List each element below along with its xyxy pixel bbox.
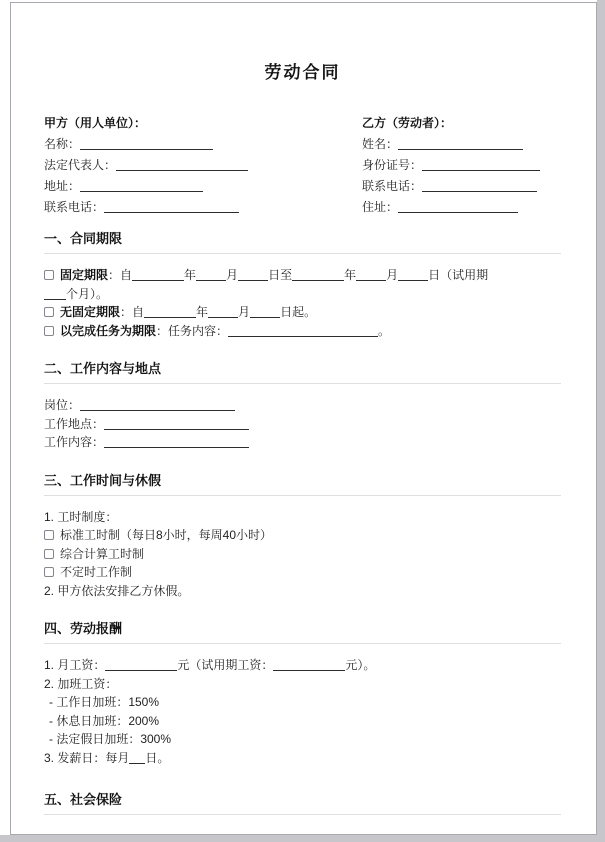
field-position: 岗位：: [44, 396, 561, 415]
leave-note: 2. 甲方依法安排乙方休假。: [44, 583, 190, 598]
section-working-hours: [44, 472, 561, 601]
field-company-phone: 联系电话：: [44, 197, 362, 218]
hours-system-intro: 1. 工时制度：: [44, 509, 118, 524]
option-task-term: 以完成任务为期限：任务内容： 。: [44, 322, 561, 341]
page-title: 劳动合同: [264, 63, 341, 82]
party-a-heading: 甲方（用人单位）：: [44, 116, 147, 130]
page-shadow-bottom: [0, 835, 605, 842]
field-work-location: 工作地点：: [44, 415, 561, 434]
section-work-content: [44, 360, 561, 452]
section-remuneration: [44, 620, 561, 767]
page-shadow-right: [597, 0, 605, 842]
contract-page: [10, 2, 597, 835]
section-divider: [44, 814, 561, 815]
section-divider: [44, 383, 561, 384]
section-social-insurance: [44, 791, 561, 815]
section-4-heading: 四、劳动报酬: [44, 621, 123, 636]
section-divider: [44, 495, 561, 496]
checkbox-task-term[interactable]: [44, 326, 54, 336]
row-payday: 3. 发薪日：每月 日。: [44, 750, 170, 765]
field-legal-representative: 法定代表人：: [44, 155, 362, 176]
field-id-number: 身份证号：: [362, 155, 561, 176]
overtime-item-restday: - 休息日加班：200%: [49, 713, 160, 728]
section-5-heading: 五、社会保险: [44, 792, 123, 807]
checkbox-fixed-term[interactable]: [44, 270, 54, 280]
party-b-section: [362, 113, 561, 218]
section-3-heading: 三、工作时间与休假: [44, 472, 162, 488]
section-contract-term: [44, 230, 561, 340]
field-worker-name: 姓名：: [362, 134, 561, 155]
field-company-name: 名称：: [44, 134, 362, 155]
section-1-heading: 一、合同期限: [44, 231, 123, 246]
checkbox-standard-hours[interactable]: [44, 530, 54, 540]
field-worker-address: 住址：: [362, 197, 561, 218]
option-open-term: 无固定期限：自 年 月 日起。: [44, 303, 561, 322]
field-company-address: 地址：: [44, 176, 362, 197]
checkbox-comprehensive-hours[interactable]: [44, 549, 54, 559]
option-comprehensive-hours: 综合计算工时制: [44, 545, 561, 564]
party-b-heading: 乙方（劳动者）：: [362, 116, 453, 130]
section-divider: [44, 643, 561, 644]
row-overtime-pay: 2. 加班工资：: [44, 676, 118, 691]
party-a-section: [44, 113, 362, 218]
row-monthly-salary: 1. 月工资： 元（试用期工资： 元）。: [44, 658, 376, 672]
parties-block: [44, 113, 561, 218]
field-work-content: 工作内容：: [44, 433, 561, 452]
section-2-heading: 二、工作内容与地点: [44, 361, 162, 376]
section-divider: [44, 253, 561, 254]
option-flexible-hours: 不定时工作制: [44, 563, 561, 582]
overtime-item-workday: - 工作日加班：150%: [49, 695, 160, 709]
option-fixed-term: 固定期限：自 年 月 日至 年 月 日（试用期 个月）。: [44, 266, 561, 303]
field-worker-phone: 联系电话：: [362, 176, 561, 197]
overtime-item-holiday: - 法定假日加班：300%: [49, 732, 172, 746]
checkbox-open-term[interactable]: [44, 307, 54, 317]
checkbox-flexible-hours[interactable]: [44, 567, 54, 577]
option-standard-hours: 标准工时制（每日8小时，每周40小时）: [44, 526, 561, 545]
